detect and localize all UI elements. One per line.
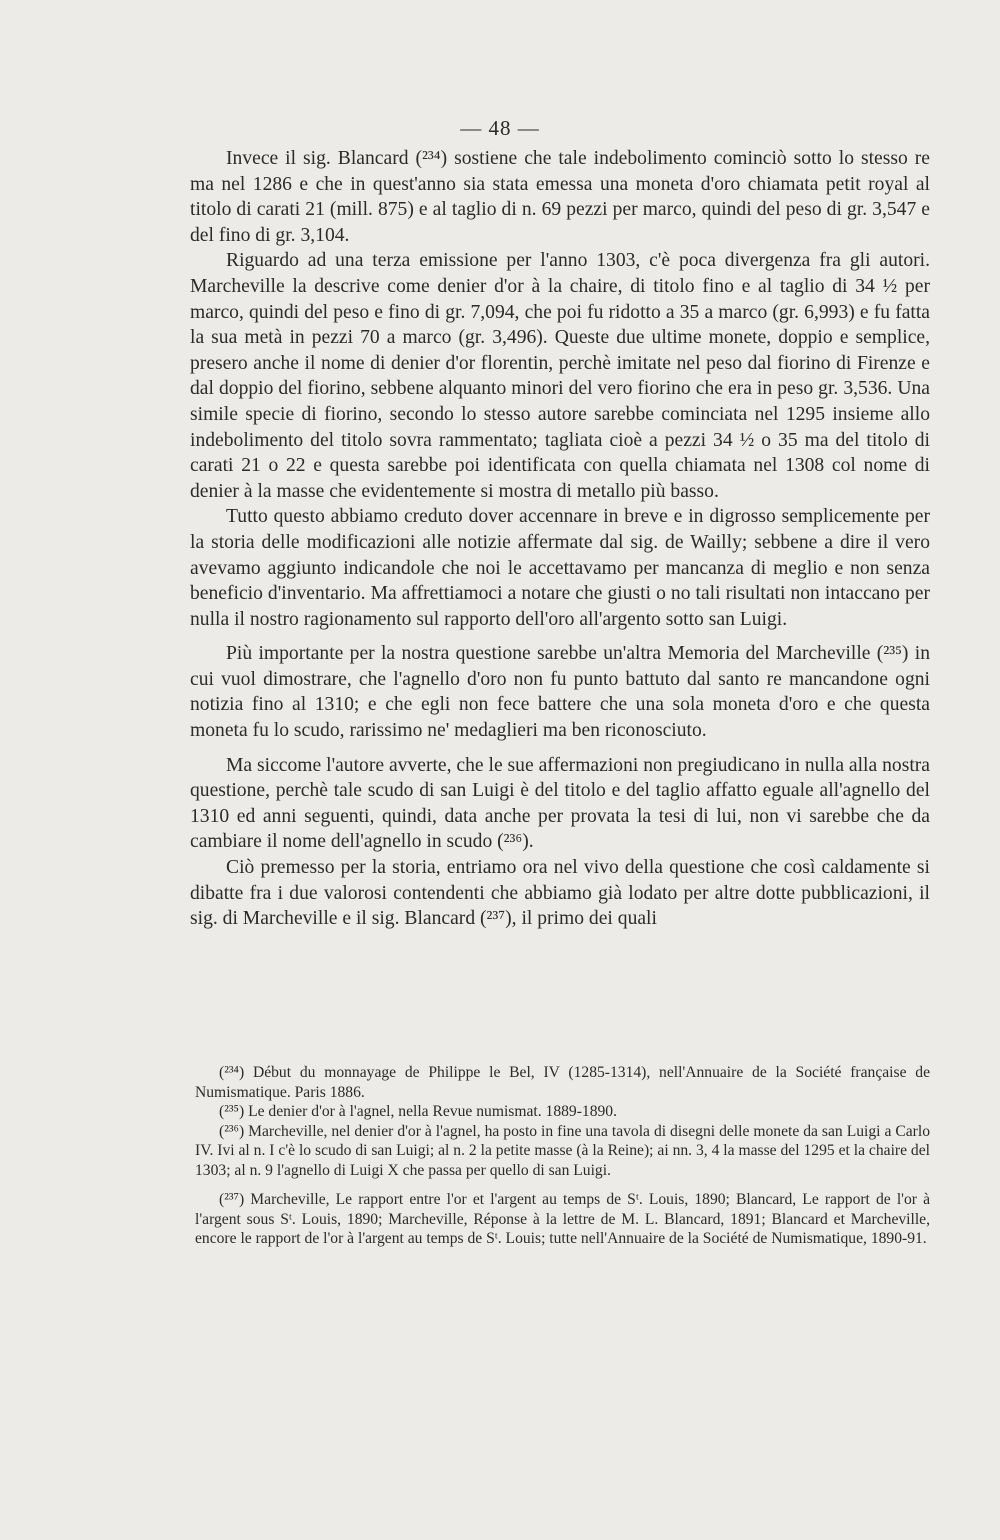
paragraph-2: Riguardo ad una terza emissione per l'anno 1303, c'è poca divergenza fra gli autori. Marcheville la descrive come denier d'or à la chaire, di titolo fino e al taglio di 34 ½ per marco, quindi del peso e fino di gr. 7,094, che poi fu ridotto a 35 a marco (gr. 6,993) e fu fatta la sua metà in pezzi 70 a marco (gr. 3,496). Queste due ultime monete, doppio e semplice, presero anche il nome di denier d'or florentin, perchè imitate nel peso dal fiorino di Firenze e dal doppio del fiorino, sebbene alquanto minori del vero fiorino che era in peso gr. 3,536. Una simile specie di fiorino, secondo lo stesso autore sarebbe cominciata nel 1295 insieme allo indebolimento del titolo sovra rammentato; tagliata cioè a pezzi 34 ½ o 35 ma del titolo di carati 21 o 22 e questa sarebbe poi identificata con quella chiamata nel 1308 col nome di denier à la masse che evidentemente si mostra di metallo più basso. xyxy=(190,250,930,502)
footnote-235: (²³⁵) Le denier d'or à l'agnel, nella Revue numismat. 1889-1890. xyxy=(219,1103,618,1120)
footnote-237: (²³⁷) Marcheville, Le rapport entre l'or et l'argent au temps de Sᵗ. Louis, 1890; Blancard, Le rapport de l'or à l'argent sous Sᵗ. Louis, 1890; Marcheville, Réponse à la lettre de M. L. Blancard, 1891; Blancard et Marcheville, encore le rapport de l'or à l'argent au temps de Sᵗ. Louis; tutte nell'Annuaire de la Société de Numismatique, 1890-91. xyxy=(195,1191,930,1247)
footnote-236: (²³⁶) Marcheville, nel denier d'or à l'agnel, ha posto in fine una tavola di disegni delle monete da san Luigi a Carlo IV. Ivi al n. I c'è lo scudo di san Luigi; al n. 2 la petite masse (à la Reine); ai nn. 3, 4 la masse del 1295 et la chaire del 1303; al n. 9 l'agnello di Luigi X che passa per quello di san Luigi. xyxy=(195,1122,930,1179)
paragraph-3: Tutto questo abbiamo creduto dover accennare in breve e in digrosso semplicemente per la storia delle modificazioni alle notizie affermate dal sig. de Wailly; sebbene a dire il vero avevamo aggiunto indicandole che noi le accettavamo per mancanza di meglio e non senza beneficio d'inventario. Ma affrettiamoci a notare che giusti o no tali risultati non intaccano per nulla il nostro ragionamento sul rapporto dell'oro all'argento sotto san Luigi. xyxy=(190,506,930,630)
page-number: — 48 — xyxy=(460,116,540,140)
main-text xyxy=(190,146,930,932)
paragraph-1: Invece il sig. Blancard (²³⁴) sostiene che tale indebolimento cominciò sotto lo stesso re ma nel 1286 e che in quest'anno sia stata emessa una moneta d'oro chiamata petit royal al titolo di carati 21 (mill. 875) e al taglio di n. 69 pezzi per marco, quindi del peso di gr. 3,547 e del fino di gr. 3,104. xyxy=(190,148,930,246)
paragraph-5: Ma siccome l'autore avverte, che le sue affermazioni non pregiudicano in nulla alla nostra questione, perchè tale scudo di san Luigi è del titolo e del taglio affatto eguale all'agnello del 1310 ed anni seguenti, quindi, data anche per provata la tesi di lui, non vi sarebbe che da cambiare il nome dell'agnello in scudo (²³⁶). xyxy=(190,754,930,853)
footnotes xyxy=(195,1063,930,1249)
footnote-234: (²³⁴) Début du monnayage de Philippe le Bel, IV (1285-1314), nell'Annuaire de la Société française de Numismatique. Paris 1886. xyxy=(195,1064,930,1101)
paragraph-4: Più importante per la nostra questione sarebbe un'altra Memoria del Marcheville (²³⁵) in cui vuol dimostrare, che l'agnello d'oro non fu punto battuto dal santo re mancandone ogni notizia fino al 1310; e che egli non fece battere che una sola moneta d'oro e che questa moneta fu lo scudo, rarissimo ne' medaglieri ma ben riconosciuto. xyxy=(190,643,930,742)
paragraph-6: Ciò premesso per la storia, entriamo ora nel vivo della questione che così caldamente si dibatte fra i due valorosi contendenti che abbiamo già lodato per altre dotte pubblicazioni, il sig. di Marcheville e il sig. Blancard (²³⁷), il primo dei quali xyxy=(190,857,930,930)
